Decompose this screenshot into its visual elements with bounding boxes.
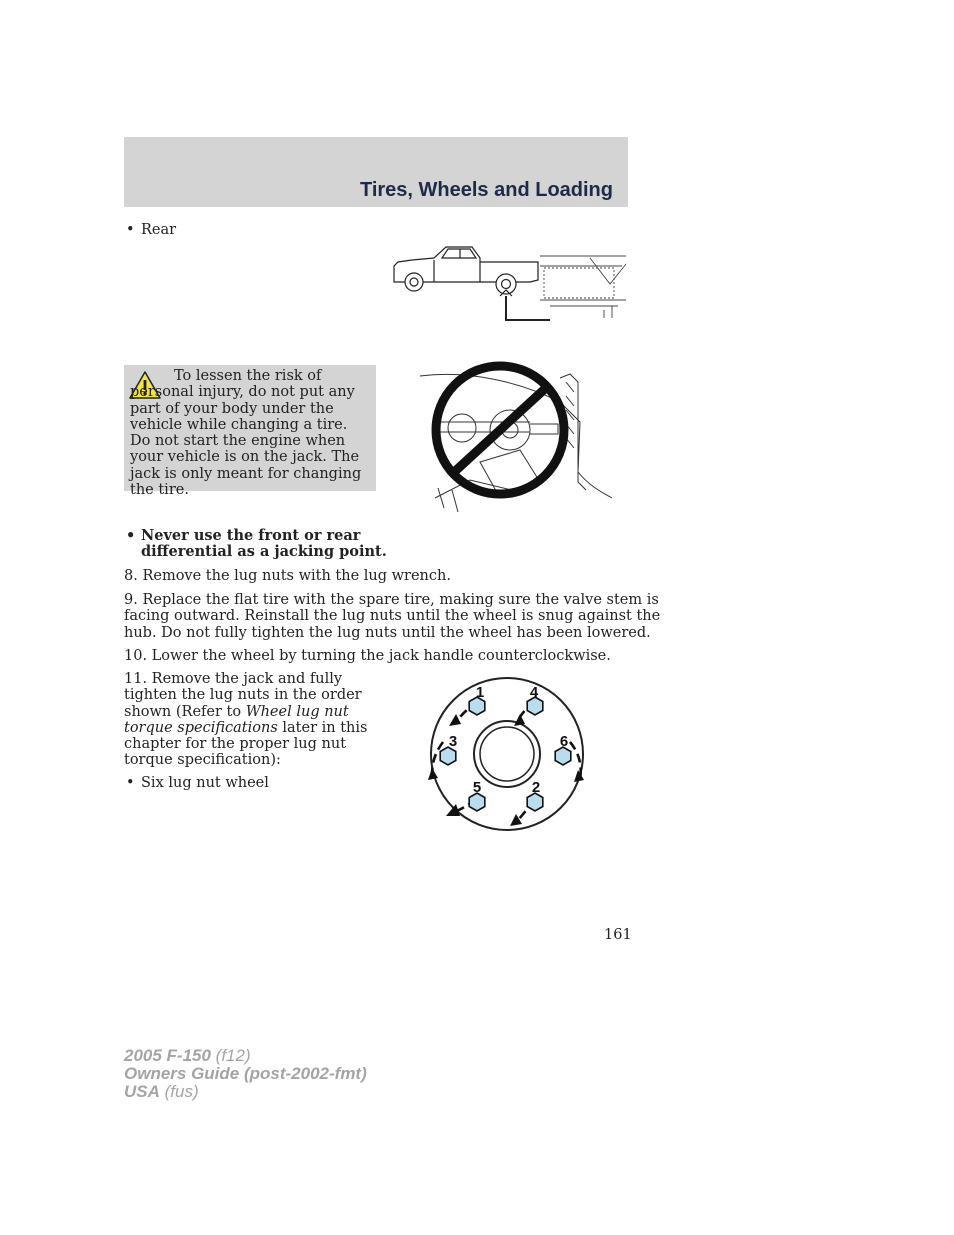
bullet-dot: • — [126, 527, 136, 544]
bullet-differential-line2: differential as a jacking point. — [141, 543, 387, 561]
step-9 — [124, 592, 660, 641]
step-11-reference-italic: Wheel lug nut — [245, 703, 349, 720]
step-11-line5: chapter for the proper lug nut — [124, 736, 347, 753]
lug-label-4: 4 — [529, 684, 539, 701]
section-title: Tires, Wheels and Loading — [359, 179, 613, 201]
step-8: 8. Remove the lug nuts with the lug wrench. — [124, 568, 451, 584]
step-11-line3 — [124, 704, 367, 720]
no-differential-jacking-illustration — [410, 362, 615, 514]
footer-line3 — [124, 1083, 367, 1101]
step-11-reference-italic-2: torque specifications — [124, 719, 278, 736]
footer-model-code: (f12) — [210, 1046, 251, 1065]
step-11-line2: tighten the lug nuts in the order — [124, 687, 362, 704]
truck-rear-jack-illustration — [390, 244, 630, 324]
footer-guide: Owners Guide (post-2002-fmt) — [124, 1064, 367, 1083]
step-11-line3-text: shown (Refer to — [124, 703, 246, 720]
lug-label-5: 5 — [472, 779, 482, 796]
step-11-line4-text: later in this — [277, 719, 368, 736]
footer-region-code: (fus) — [159, 1082, 199, 1101]
warning-text: To lessen the risk of personal injury, do not put any part of your body under the vehicle while changing a tire. Do not start the engine when your vehicle is on the jack. The jack is only meant for changing the tire. — [130, 368, 362, 499]
footer-line1 — [124, 1047, 367, 1065]
footer-region: USA — [124, 1082, 160, 1101]
step-9-line3: hub. Do not fully tighten the lug nuts until the wheel has been lowered. — [124, 624, 651, 641]
step-11 — [124, 671, 367, 769]
lug-label-3: 3 — [448, 733, 458, 750]
bullet-dot: • — [126, 222, 135, 238]
bullet-differential-line1: Never use the front or rear — [141, 527, 361, 544]
page-number: 161 — [604, 927, 632, 943]
lug-label-1: 1 — [475, 684, 485, 701]
document-footer — [124, 1047, 367, 1101]
step-9-line1: 9. Replace the flat tire with the spare tire, making sure the valve stem is — [124, 592, 659, 608]
step-11-line4 — [124, 720, 367, 736]
warning-box — [124, 365, 376, 499]
step-9-line2: facing outward. Reinstall the lug nuts until the wheel is snug against the — [124, 608, 661, 625]
footer-model: 2005 F-150 — [124, 1046, 211, 1065]
lug-label-6: 6 — [559, 733, 569, 750]
lug-nut-sequence-diagram — [424, 676, 590, 834]
lug-label-2: 2 — [531, 779, 541, 796]
bullet-rear-text: Rear — [141, 222, 177, 238]
bullet-six-lug-text: Six lug nut wheel — [141, 775, 269, 791]
footer-line2 — [124, 1065, 367, 1083]
header-band — [124, 137, 628, 207]
step-10: 10. Lower the wheel by turning the jack handle counterclockwise. — [124, 648, 611, 664]
step-11-line1: 11. Remove the jack and fully — [124, 671, 343, 687]
step-11-line6: torque specification): — [124, 752, 281, 769]
bullet-dot: • — [126, 775, 135, 791]
